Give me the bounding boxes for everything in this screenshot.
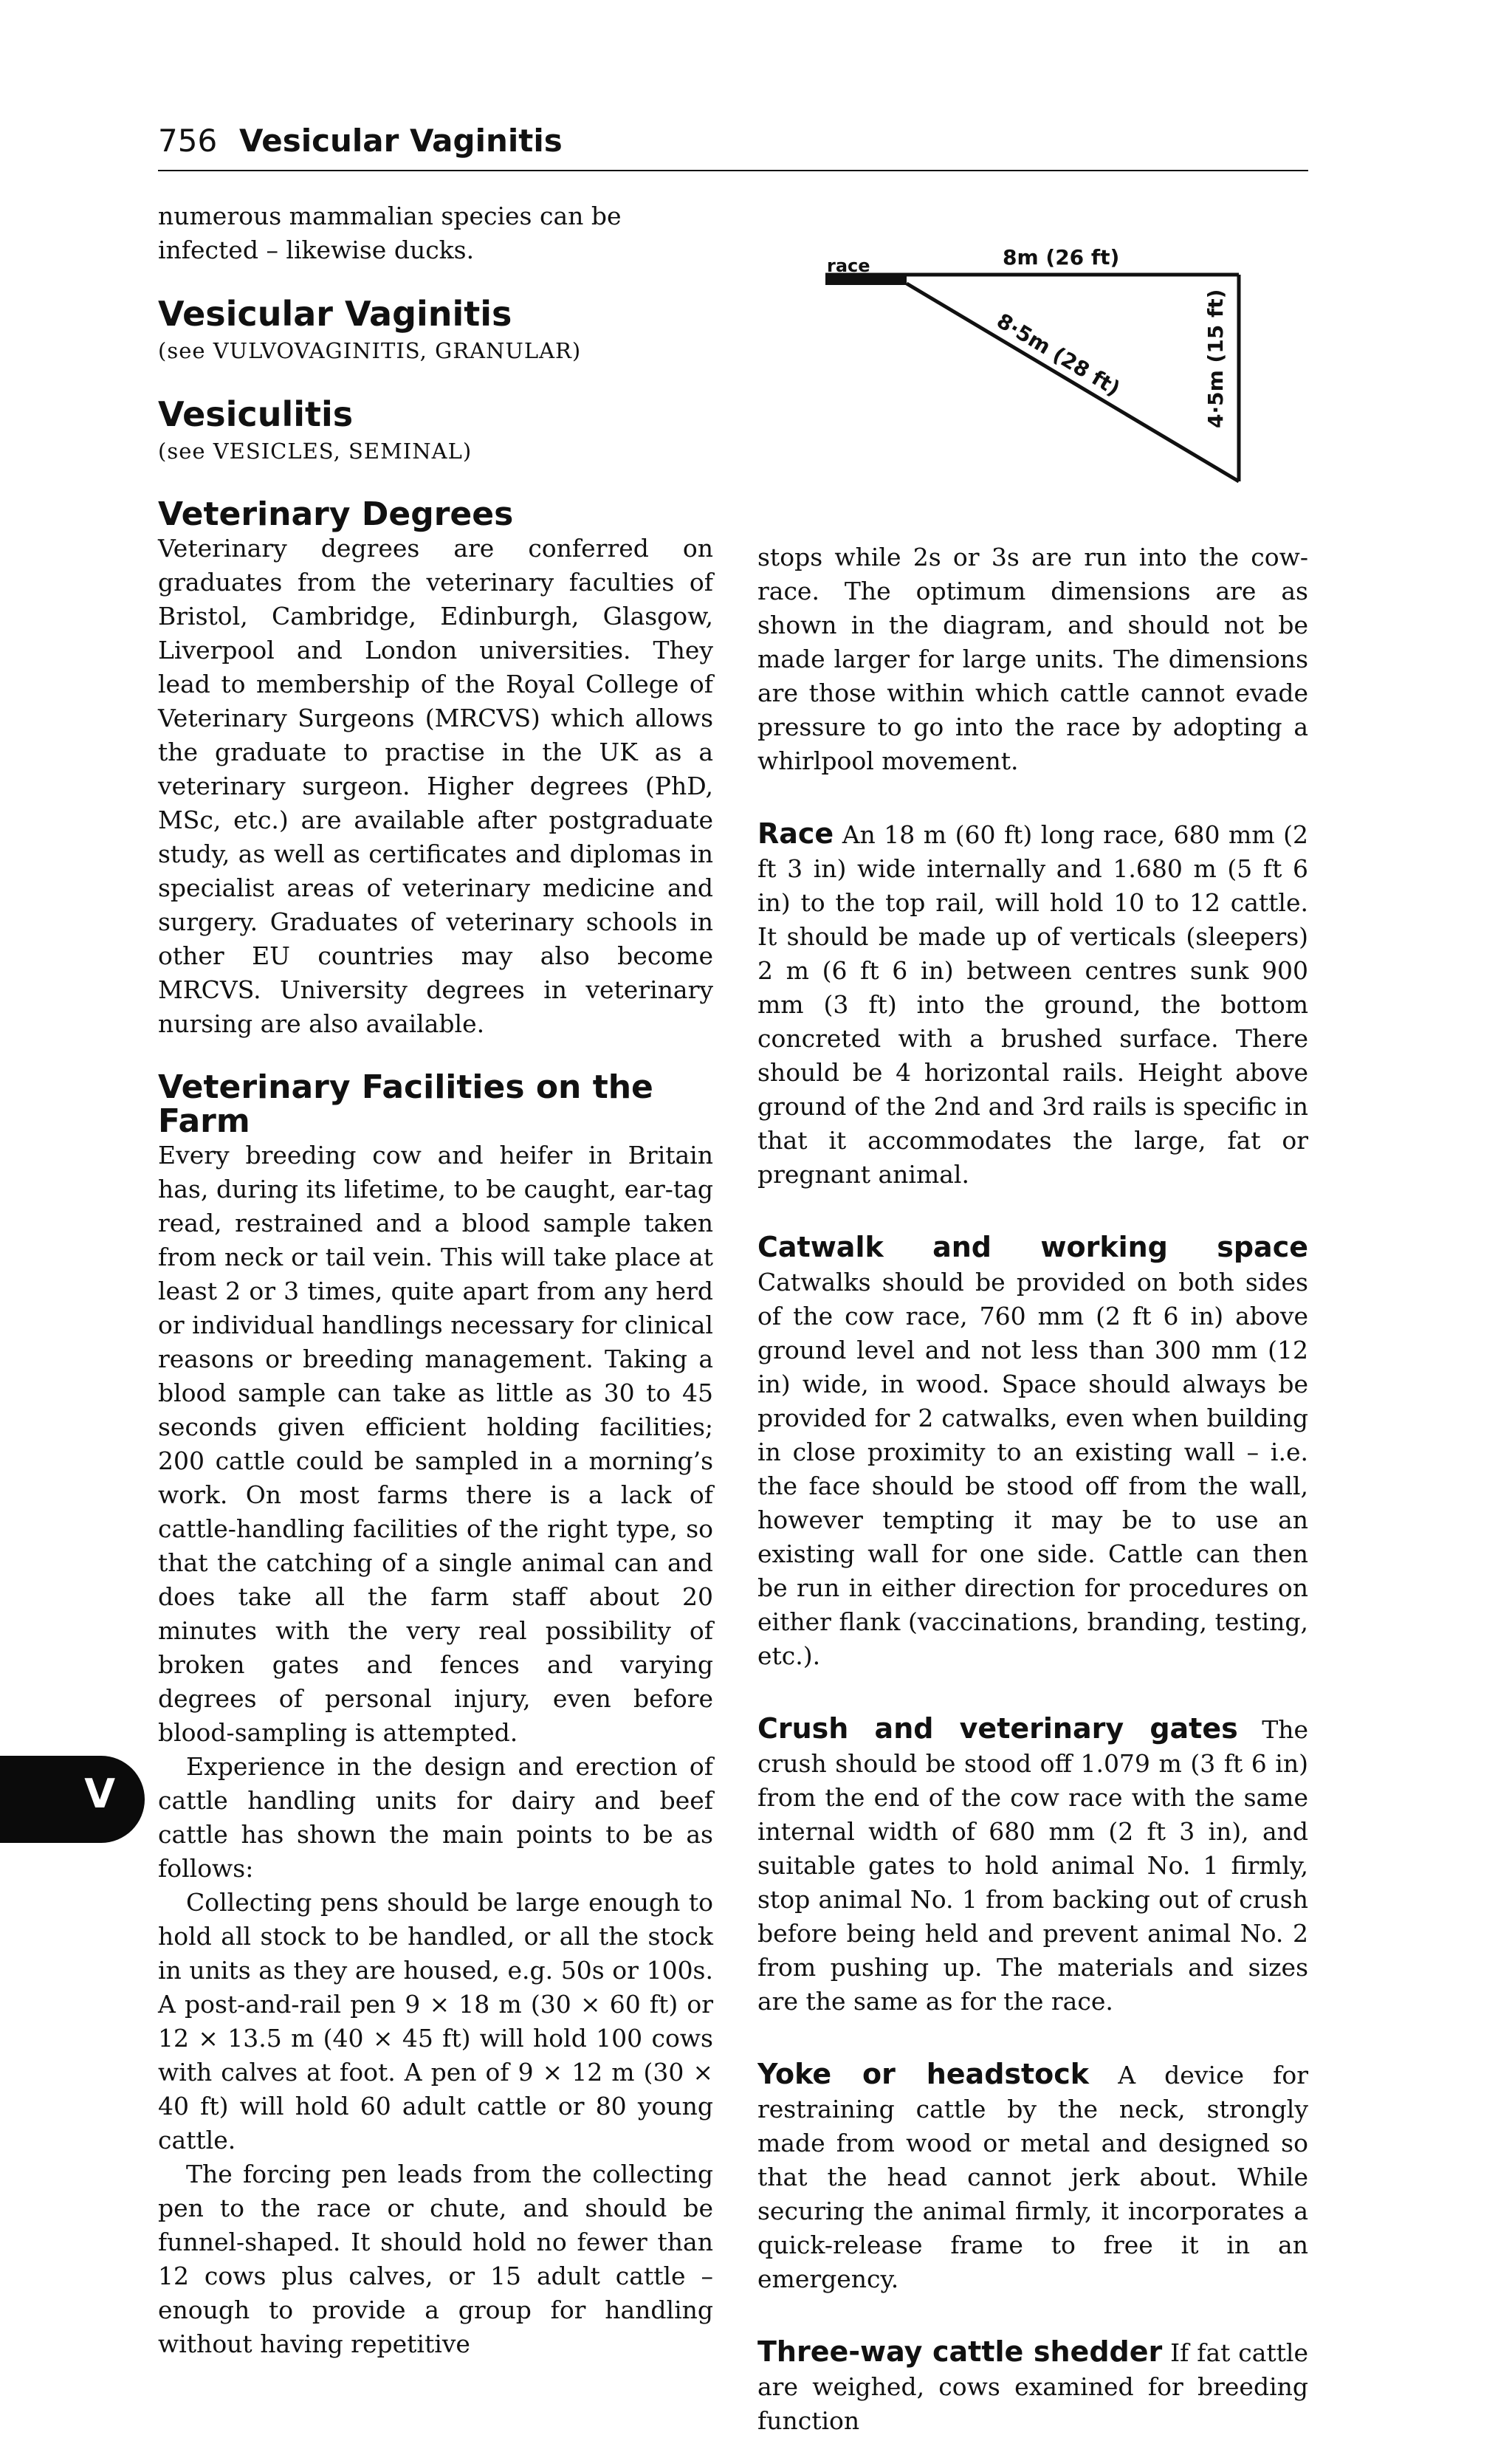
see-reference: (see VESICLES, SEMINAL) [158,439,472,464]
entry-body-race: An 18 m (60 ft) long race, 680 mm (2 ft 3 in) wide internally and 1.680 m (5 ft 6 in) to the top rail, will hold 10 to 12 cattle. It should be made up of verticals (sleepers) 2 m (6 ft 6 in) between centres sunk 900 mm (3 ft) into the ground, the bottom concreted with a brushed surface. There should be 4 horizontal rails. Height above ground of the 2nd and 3rd rails is specific in that it accommodates the large, fat or pregnant animal. [757,820,1308,1189]
thumb-index-letter: V [84,1771,115,1817]
diagram-hypotenuse [907,284,1239,481]
paragraph: stops while 2s or 3s are run into the cow-race. The optimum dimensions are as shown in the diagram, and should not be made larger for large units. The dimensions are those within which cattle cannot evade pressure to go into the race by adopting a whirlpool movement. [757,543,1308,775]
entry-title-vesicular-vaginitis: Vesicular Vaginitis [158,294,512,334]
paragraph: Experience in the design and erection of cattle handling units for dairy and beef cattle has shown the main points to be as follows: [158,1752,713,1883]
heading-shedder: Three-way cattle shedder [757,2335,1163,2368]
entry-body-shedder: If fat cattle are weighed, cows examined for breeding function [757,2338,1309,2435]
page-header [158,118,1308,171]
entry-crush [757,1711,1308,2019]
page-number: 756 [158,123,218,159]
entry-shedder [757,2335,1308,2438]
heading-catwalk: Catwalk and working space [757,1231,1308,1263]
heading-crush: Crush and veterinary gates [757,1712,1238,1745]
thumb-index-tab [0,1756,145,1843]
entry-body-yoke: A device for restraining cattle by the neck, strongly made from wood or metal and designed so that the head cannot jerk about. While securing the animal firmly, it incorporates a quick-release frame to free it in an emergency. [757,2061,1308,2293]
entry-title-veterinary-degrees: Veterinary Degrees [158,495,514,533]
paragraph: The forcing pen leads from the collecting pen to the race or chute, and should be funnel-shaped. It should hold no fewer than 12 cows plus calves, or 15 adult cattle – enough to provide a group for handling without having repetitive [158,2160,713,2358]
entry-body-veterinary-degrees: Veterinary degrees are conferred on graduates from the veterinary faculties of Bristol, Cambridge, Edinburgh, Glasgow, Liverpool and London universities. They lead to membership of the Royal College of Veterinary Surgeons (MRCVS) which allows the graduate to practise in the UK as a veterinary surgeon. Higher degrees (PhD, MSc, etc.) are available after postgraduate study, as well as certificates and diplomas in specialist areas of veterinary medicine and surgery. Graduates of veterinary schools in other EU countries may also become MRCVS. University degrees in veterinary nursing are also available. [158,534,713,1038]
diagram-top-label: 8m (26 ft) [1003,245,1120,269]
entry-title-vesiculitis: Vesiculitis [158,394,354,434]
paragraph: Collecting pens should be large enough to hold all stock to be handled, or all the stock in units as they are housed, e.g. 50s or 100s. A post-and-rail pen 9 × 18 m (30 × 60 ft) or 12 × 13.5 m (40 × 45 ft) will hold 100 cows with calves at foot. A pen of 9 × 12 m (30 × 40 ft) will hold 60 adult cattle or 80 young cattle. [158,1888,713,2154]
forcing-pen-diagram [818,244,1261,487]
diagram-race-bar [825,276,907,285]
right-column [757,540,1308,2438]
intro-text: numerous mammalian species can be infected – likewise ducks. [158,202,622,264]
running-title: Vesicular Vaginitis [239,123,563,159]
left-column [158,199,713,2361]
see-reference: (see VULVOVAGINITIS, GRANULAR) [158,338,582,363]
diagram-diagonal-label: 8·5m (28 ft) [992,308,1124,402]
entry-race [757,817,1308,1192]
entry-catwalk [757,1230,1308,1673]
entry-body-catwalk: Catwalks should be provided on both sides of the cow race, 760 mm (2 ft 6 in) above ground level and not less than 300 mm (12 in) wide, in wood. Space should always be provided for 2 catwalks, even when building in close proximity to an existing wall – i.e. the face should be stood off from the wall, however tempting it may be to use an existing wall for one side. Cattle can then be run in either direction for procedures on either flank (vaccinations, branding, testing, etc.). [757,1268,1308,1670]
heading-yoke: Yoke or headstock [757,2058,1090,2090]
entry-body-crush: The crush should be stood off 1.079 m (3 ft 6 in) from the end of the cow race with the same internal width of 680 mm (2 ft 3 in), and suitable gates to hold animal No. 1 firmly, stop animal No. 1 from backing out of crush before being held and prevent animal No. 2 from pushing up. The materials and sizes are the same as for the race. [757,1715,1308,2016]
paragraph: Every breeding cow and heifer in Britain has, during its lifetime, to be caught, ear-tag read, restrained and a blood sample taken from neck or tail vein. This will take place at least 2 or 3 times, quite apart from any herd or individual handlings necessary for clinical reasons or breeding management. Taking a blood sample can take as little as 30 to 45 seconds given efficient holding facilities; 200 cattle could be sampled in a morning’s work. On most farms there is a lack of cattle-handling facilities of the right type, so that the catching of a single animal can and does take all the farm staff about 20 minutes with the very real possibility of broken gates and fences and varying degrees of personal injury, even before blood-sampling is attempted. [158,1141,713,1747]
entry-title-veterinary-facilities: Veterinary Facilities on the Farm [158,1068,653,1140]
diagram-side-label: 4·5m (15 ft) [1203,289,1228,428]
diagram-race-label: race [827,255,870,276]
heading-race: Race [757,817,834,850]
entry-yoke [757,2057,1308,2296]
